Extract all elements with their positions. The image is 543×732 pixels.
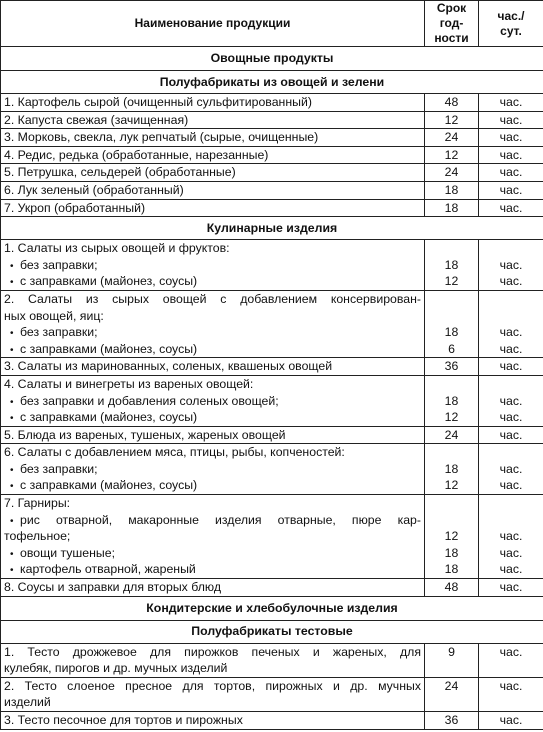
product-name-header: Наименование продукции <box>1 1 425 47</box>
text-line: 1. Салаты из сырых овощей и фруктов: <box>4 241 230 256</box>
table-row <box>1 579 543 597</box>
unit-value: час. <box>499 341 523 356</box>
unit-cell <box>479 290 543 357</box>
shelf-life-value: 12 <box>444 274 459 289</box>
unit-cell <box>479 358 543 376</box>
shelf-life-value: 48 <box>444 580 459 595</box>
text-line: 2. Салаты из сырых овощей с добавлением консервирован- <box>4 291 421 306</box>
unit-value <box>479 291 543 308</box>
shelf-life-value: 36 <box>444 359 459 374</box>
text-line: 3. Морковь, свекла, лук репчатый (сырые, очищенные) <box>4 130 319 145</box>
unit-value <box>479 512 543 529</box>
shelf-life-value: 24 <box>444 165 459 180</box>
table-row <box>1 290 543 357</box>
text-line: 7. Гарниры: <box>4 496 71 511</box>
shelf-life-value: 12 <box>444 410 459 425</box>
text-line: 8. Соусы и заправки для вторых блюд <box>4 580 222 595</box>
text-line: 2. Тесто слоеное пресное для тортов, пирожных и др. мучных <box>4 678 421 693</box>
unit-cell <box>479 712 543 730</box>
unit-value: час. <box>499 545 523 560</box>
unit-value <box>479 495 543 512</box>
shelf-life-value: 48 <box>444 95 459 109</box>
shelf-life-value: 18 <box>444 257 459 272</box>
bullet-line: • с заправками (майонез, соусы) <box>4 477 421 494</box>
table-body <box>1 47 543 730</box>
product-name-cell <box>1 426 425 444</box>
product-name-cell <box>1 712 425 730</box>
section-title: Кондитерские и хлебобулочные изделия <box>1 596 543 620</box>
unit-value: час. <box>499 393 523 408</box>
unit-cell <box>479 240 543 291</box>
unit-cell <box>479 495 543 579</box>
unit-value: час. <box>499 130 523 145</box>
shelf-life-cell <box>425 94 479 112</box>
subsection-title: Полуфабрикаты тестовые <box>1 620 543 643</box>
unit-cell <box>479 579 543 597</box>
product-name-cell <box>1 94 425 112</box>
shelf-life-cell <box>425 129 479 147</box>
product-name-cell <box>1 164 425 182</box>
shelf-life-value: 12 <box>444 478 459 493</box>
text-line: 1. Картофель сырой (очищенный сульфитированный) <box>4 95 312 109</box>
shelf-life-cell <box>425 712 479 730</box>
table-row <box>1 94 543 112</box>
unit-value: час. <box>499 478 523 493</box>
shelf-life-value: 18 <box>444 393 459 408</box>
unit-cell <box>479 181 543 199</box>
text-line: 1. Тесто дрожжевое для пирожков печеных и жареных, для <box>4 644 421 659</box>
text-line: тофельное; <box>4 529 71 544</box>
shelf-life-cell <box>425 111 479 129</box>
unit-value: час. <box>499 165 523 180</box>
unit-cell <box>479 111 543 129</box>
shelf-life-value <box>425 376 478 393</box>
shelf-life-cell <box>425 677 479 711</box>
shelf-life-value <box>425 495 478 512</box>
unit-value: час. <box>499 461 523 476</box>
product-name-cell <box>1 240 425 291</box>
table-row <box>1 495 543 579</box>
product-name-cell <box>1 290 425 357</box>
subsection-title: Полуфабрикаты из овощей и зелени <box>1 71 543 94</box>
table-row <box>1 444 543 495</box>
product-name-cell <box>1 643 425 677</box>
shelf-life-cell <box>425 495 479 579</box>
unit-value: час. <box>499 182 523 197</box>
bullet-line: • без заправки; <box>4 324 421 341</box>
bullet-line: • рис отварной, макаронные изделия отварные, пюре кар- <box>4 512 421 529</box>
text-line: изделий <box>4 695 51 710</box>
table-row <box>1 129 543 147</box>
product-name-cell <box>1 146 425 164</box>
table-row <box>1 677 543 711</box>
product-name-cell <box>1 358 425 376</box>
shelf-life-value: 18 <box>444 182 459 197</box>
unit-cell <box>479 146 543 164</box>
unit-cell <box>479 375 543 426</box>
subsection-title: Кулинарные изделия <box>1 217 543 240</box>
bullet-line: • без заправки; <box>4 461 421 478</box>
shelf-life-value: 18 <box>444 461 459 476</box>
unit-cell <box>479 444 543 495</box>
unit-value <box>479 444 543 461</box>
unit-value: час. <box>499 644 523 659</box>
subsection-heading-row <box>1 71 543 94</box>
unit-header: час./ сут. <box>479 1 543 47</box>
text-line: ных овощей, яиц: <box>4 308 104 323</box>
product-name-cell <box>1 579 425 597</box>
shelf-life-cell <box>425 240 479 291</box>
unit-cell <box>479 94 543 112</box>
table-row <box>1 712 543 730</box>
shelf-life-value <box>425 240 478 257</box>
shelf-life-cell <box>425 181 479 199</box>
shelf-life-value <box>425 512 478 529</box>
shelf-life-value <box>425 660 478 677</box>
unit-value: час. <box>499 95 523 109</box>
unit-cell <box>479 164 543 182</box>
unit-cell <box>479 199 543 217</box>
bullet-line: • овощи тушеные; <box>4 545 421 562</box>
table-row <box>1 358 543 376</box>
subsection-heading-row <box>1 620 543 643</box>
shelf-life-cell <box>425 426 479 444</box>
shelf-life-value: 24 <box>444 130 459 145</box>
shelf-life-value <box>425 291 478 308</box>
shelf-life-value: 24 <box>444 678 459 693</box>
unit-value <box>479 694 543 711</box>
shelf-life-value <box>425 308 478 325</box>
unit-value <box>479 376 543 393</box>
shelf-life-value: 36 <box>444 713 459 727</box>
unit-value <box>479 660 543 677</box>
unit-cell <box>479 426 543 444</box>
shelf-life-value: 9 <box>448 644 455 659</box>
unit-value: час. <box>499 112 523 127</box>
shelf-life-value <box>425 444 478 461</box>
table-row <box>1 643 543 677</box>
unit-value: час. <box>499 562 523 577</box>
shelf-life-cell <box>425 579 479 597</box>
unit-value: час. <box>499 410 523 425</box>
unit-value: час. <box>499 529 523 544</box>
unit-value: час. <box>499 359 523 374</box>
unit-value: час. <box>499 200 523 215</box>
shelf-life-value: 24 <box>444 427 459 442</box>
unit-value: час. <box>499 580 523 595</box>
shelf-life-value <box>425 694 478 711</box>
bullet-line: • с заправками (майонез, соусы) <box>4 273 421 290</box>
section-title: Овощные продукты <box>1 47 543 71</box>
shelf-life-cell <box>425 290 479 357</box>
text-line: 3. Салаты из маринованных, соленых, квашеных овощей <box>4 359 333 374</box>
shelf-life-value: 12 <box>444 112 459 127</box>
section-heading-row <box>1 47 543 71</box>
bullet-line: • без заправки и добавления соленых овощей; <box>4 393 421 410</box>
shelf-life-value: 18 <box>444 545 459 560</box>
text-line: 7. Укроп (обработанный) <box>4 200 146 215</box>
product-name-cell <box>1 129 425 147</box>
product-name-cell <box>1 495 425 579</box>
product-name-cell <box>1 677 425 711</box>
text-line: 3. Тесто песочное для тортов и пирожных <box>4 713 243 727</box>
table-row <box>1 181 543 199</box>
shelf-life-header: Срок год- ности <box>425 1 479 47</box>
shelf-life-cell <box>425 164 479 182</box>
shelf-life-value: 12 <box>444 529 459 544</box>
subsection-heading-row <box>1 217 543 240</box>
unit-value: час. <box>499 325 523 340</box>
text-line: 2. Капуста свежая (зачищенная) <box>4 112 189 127</box>
unit-value: час. <box>499 713 523 727</box>
text-line: 6. Салаты с добавлением мяса, птицы, рыбы, копченостей: <box>4 445 345 460</box>
unit-cell <box>479 643 543 677</box>
table-row <box>1 375 543 426</box>
shelf-life-value: 18 <box>444 562 459 577</box>
shelf-life-cell <box>425 375 479 426</box>
shelf-life-cell <box>425 146 479 164</box>
product-name-cell <box>1 444 425 495</box>
product-name-cell <box>1 181 425 199</box>
bullet-line: • без заправки; <box>4 257 421 274</box>
bullet-line: • с заправками (майонез, соусы) <box>4 341 421 358</box>
shelf-life-value: 12 <box>444 147 459 162</box>
unit-value: час. <box>499 147 523 162</box>
product-name-cell <box>1 199 425 217</box>
shelf-life-value: 6 <box>448 341 455 356</box>
unit-cell <box>479 129 543 147</box>
table-row <box>1 146 543 164</box>
table-header-row <box>1 1 543 47</box>
text-line: 4. Редис, редька (обработанные, нарезанные) <box>4 147 269 162</box>
unit-value <box>479 308 543 325</box>
product-name-cell <box>1 111 425 129</box>
product-name-cell <box>1 375 425 426</box>
bullet-line: • с заправками (майонез, соусы) <box>4 409 421 426</box>
table-row <box>1 199 543 217</box>
shelf-life-cell <box>425 444 479 495</box>
unit-value: час. <box>499 427 523 442</box>
text-line: 6. Лук зеленый (обработанный) <box>4 182 184 197</box>
table-row <box>1 111 543 129</box>
unit-cell <box>479 677 543 711</box>
unit-value <box>479 240 543 257</box>
shelf-life-cell <box>425 643 479 677</box>
shelf-life-value: 18 <box>444 325 459 340</box>
table-row <box>1 426 543 444</box>
text-line: кулебяк, пирогов и др. мучных изделий <box>4 661 228 676</box>
unit-value: час. <box>499 274 523 289</box>
unit-value: час. <box>499 678 523 693</box>
shelf-life-value: 18 <box>444 200 459 215</box>
unit-value: час. <box>499 257 523 272</box>
bullet-line: • картофель отварной, жареный <box>4 561 421 578</box>
table-row <box>1 164 543 182</box>
text-line: 5. Петрушка, сельдерей (обработанные) <box>4 165 236 180</box>
text-line: 4. Салаты и винегреты из вареных овощей: <box>4 376 254 391</box>
table-row <box>1 240 543 291</box>
text-line: 5. Блюда из вареных, тушеных, жареных овощей <box>4 427 286 442</box>
section-heading-row <box>1 596 543 620</box>
shelf-life-cell <box>425 358 479 376</box>
shelf-life-cell <box>425 199 479 217</box>
